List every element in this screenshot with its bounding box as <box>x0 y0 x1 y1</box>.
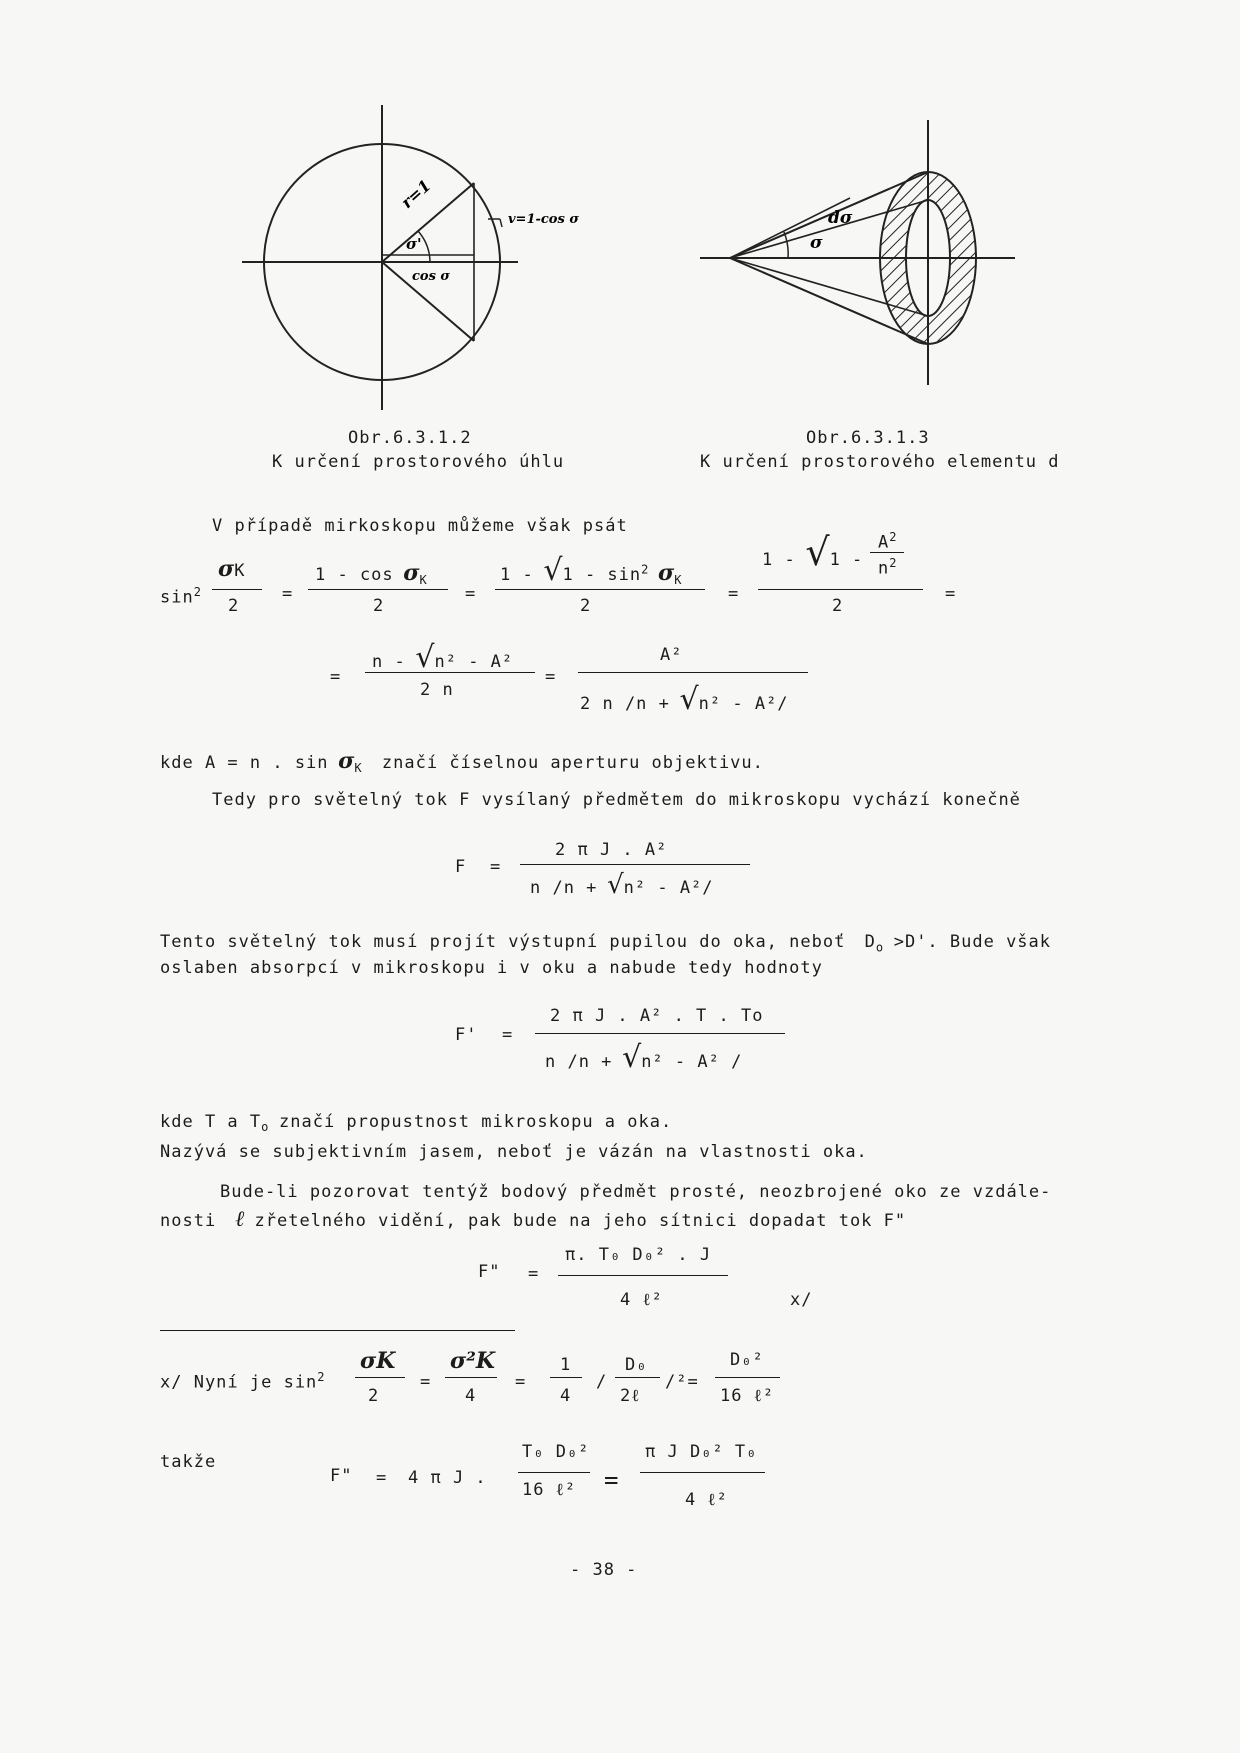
caption-left-text: K určení prostorového úhlu <box>272 452 565 472</box>
naked-eye-line-1: Bude-li pozorovat tentýž bodový předmět prosté, neozbrojené oko ze vzdále- <box>220 1182 1052 1202</box>
caption-right-number: Obr.6.3.1.3 <box>806 428 930 448</box>
pupil-line-2: oslaben absorpcí v mikroskopu i v oku a nabude tedy hodnoty <box>160 958 823 978</box>
label-cos: cos σ <box>412 269 451 284</box>
flux-intro: Tedy pro světelný tok F vysílaný předmětem do mikroskopu vychází konečně <box>212 790 1021 810</box>
page-number: - 38 - <box>570 1560 638 1580</box>
label-versine: v=1-cos σ <box>508 212 579 227</box>
subjective-line: Nazývá se subjektivním jasem, neboť je vázán na vlastnosti oka. <box>160 1142 868 1162</box>
figure-solid-angle <box>230 95 590 415</box>
transmit-line: kde T a $T_o$ značí propustnost mikroskopu a oka. <box>160 1112 673 1135</box>
caption-right-text: K určení prostorového elementu d <box>700 452 1060 472</box>
label-dsigma: dσ <box>828 208 853 228</box>
footnote-rule <box>160 1330 515 1331</box>
label-sigma-left: σ' <box>406 235 422 253</box>
aperture-note: kde A = n . $\sin \sigma_K$ značí číselnou aperturu objektivu. <box>160 748 764 776</box>
intro-line: V případě mirkoskopu můžeme však psát <box>212 516 628 536</box>
label-sigma-right: σ <box>810 233 823 253</box>
label-radius: r=1 <box>397 175 435 213</box>
pupil-line-1: Tento světelný tok musí projít výstupní pupilou do oka, neboť $D_o >D'$. Bude však <box>160 932 1052 955</box>
caption-left-number: Obr.6.3.1.2 <box>348 428 472 448</box>
figure-solid-angle-element <box>700 120 1020 390</box>
naked-eye-line-2: nosti ℓ zřetelného vidění, pak bude na jeho sítnici dopadat tok F" <box>160 1206 907 1232</box>
